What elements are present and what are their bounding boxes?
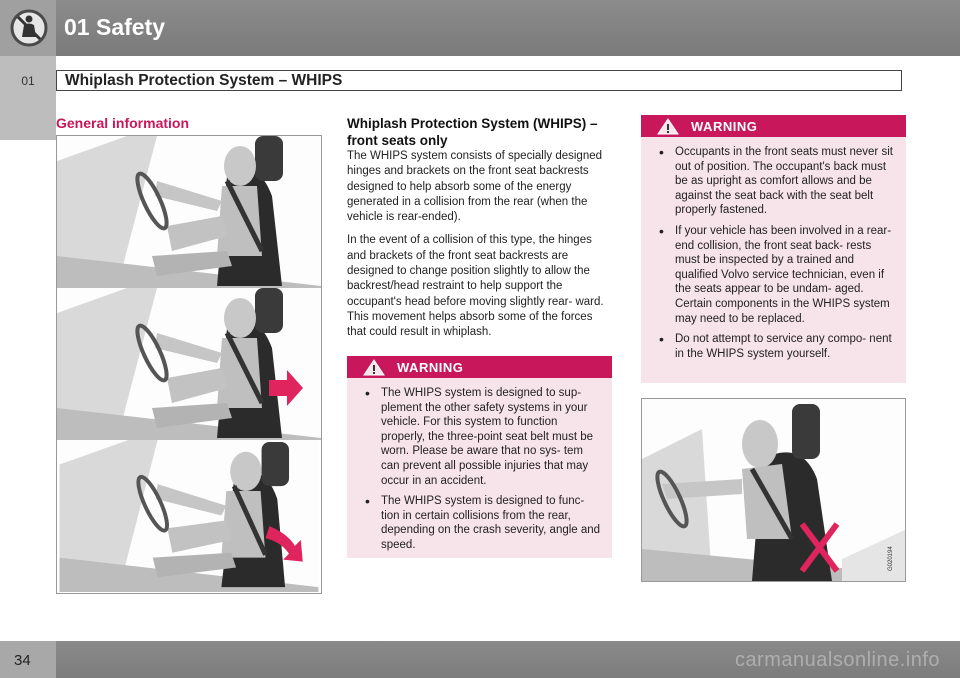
warning-item: • Occupants in the front seats must never sit out of position. The occupant's back must be as upright as comfort allows and be against the seat back with the seat belt properly fastened. — [653, 145, 896, 218]
warning-title: WARNING — [691, 119, 758, 134]
warning-title: WARNING — [397, 360, 464, 375]
warning-box-right — [641, 115, 906, 383]
warning-item: • If your vehicle has been involved in a rear-end collision, the front seat back- rests must be inspected by a trained and qualified Volvo service technician, even if the seats appear to be undam- aged. Certain components in the WHIPS system may need to be replaced. — [653, 224, 896, 326]
warning-item: • The WHIPS system is designed to sup- plement the other safety systems in your vehicle. For this system to function properly, the three-point seat belt must be worn. Please be aware that no sys- tem can prevent all possible injuries that may occur in an accident. — [359, 386, 602, 488]
warning-list — [641, 137, 906, 375]
illustration-panel-backrest-moves — [57, 440, 321, 592]
watermark: carmanualsonline.info — [734, 649, 940, 671]
warning-header — [641, 115, 906, 137]
warning-box-middle — [347, 356, 612, 558]
warning-list — [347, 378, 612, 567]
section-header — [56, 70, 902, 91]
warning-triangle-icon — [363, 359, 385, 376]
whips-paragraph-2: In the event of a collision of this type, the hinges and brackets of the front seat backrests are designed to change position slightly to allow the backrest/head restraint to help support the occupant's head before moving slightly rear- ward. This movement helps absorb some of the forces that could result in whiplash. — [347, 234, 604, 339]
image-code: G020194 — [888, 546, 894, 571]
page-number: 34 — [14, 652, 31, 669]
incorrect-seating-illustration — [641, 398, 906, 582]
chapter-number: 01 — [21, 74, 35, 88]
whips-front-seats-heading: Whiplash Protection System (WHIPS) – front seats only — [347, 116, 598, 148]
warning-item: • Do not attempt to service any compo- nent in the WHIPS system yourself. — [653, 332, 896, 361]
whips-illustration-sequence — [56, 135, 322, 594]
whips-paragraph-1: The WHIPS system consists of specially designed hinges and brackets on the front seat backrests designed to help absorb some of the energy generated in a collision from the rear (when the vehicle is rear-ended). — [347, 150, 603, 224]
illustration-panel-normal — [57, 136, 321, 288]
general-information-heading: General information — [56, 115, 190, 131]
chapter-title: 01 Safety — [64, 14, 166, 40]
warning-header — [347, 356, 612, 378]
section-title: Whiplash Protection System – WHIPS — [65, 72, 343, 89]
seatbelt-warning-icon — [10, 9, 48, 47]
illustration-panel-collision — [57, 288, 321, 440]
whips-description-column — [347, 115, 612, 349]
out-of-position-illustration — [642, 399, 905, 581]
warning-triangle-icon — [657, 118, 679, 135]
warning-item: • The WHIPS system is designed to func- tion in certain collisions from the rear, depending on the crash severity, angle and speed. — [359, 494, 602, 552]
